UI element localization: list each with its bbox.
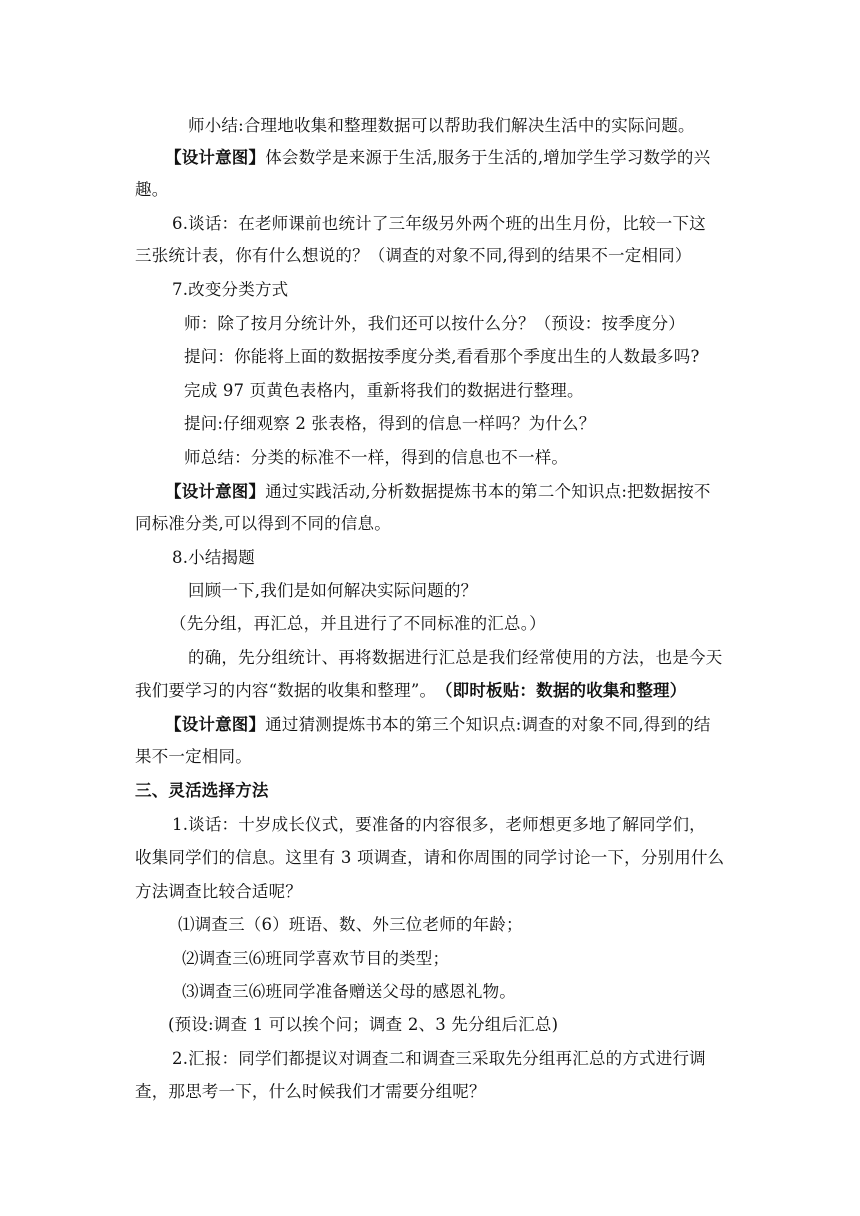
section-3-heading: 三、灵活选择方法	[135, 781, 269, 800]
design-intent-label: 【设计意图】	[165, 715, 266, 734]
review-line: 回顾一下,我们是如何解决实际问题的？	[188, 581, 478, 600]
design-intent-2-line: 【设计意图】通过实践活动,分析数据提炼书本的第二个知识点:把数据按不	[165, 482, 711, 501]
teacher-summary-line: 师小结:合理地收集和整理数据可以帮助我们解决生活中的实际问题。	[188, 116, 695, 135]
talk-6-line: 6.谈话：在老师课前也统计了三年级另外两个班的出生月份，比较一下这	[172, 214, 706, 233]
teacher-question-line: 师：除了按月分统计外，我们还可以按什么分？（预设：按季度分）	[184, 314, 685, 333]
question-season-line: 提问：你能将上面的数据按季度分类,看看那个季度出生的人数最多吗?	[184, 347, 700, 366]
design-intent-label: 【设计意图】	[165, 482, 266, 501]
talk-6-cont: 三张统计表，你有什么想说的？（调查的对象不同,得到的结果不一定相同）	[135, 246, 692, 265]
design-intent-3-line: 【设计意图】通过猜测提炼书本的第三个知识点:调查的对象不同,得到的结	[165, 715, 711, 734]
question-compare-line: 提问:仔细观察 2 张表格，得到的信息一样吗？为什么？	[184, 414, 596, 433]
design-intent-1-cont: 趣。	[135, 180, 169, 199]
section-7-heading: 7.改变分类方式	[172, 280, 289, 299]
design-intent-1-line: 【设计意图】体会数学是来源于生活,服务于生活的,增加学生学习数学的兴	[165, 148, 711, 167]
complete-table-line: 完成 97 页黄色表格内，重新将我们的数据进行整理。	[184, 381, 584, 400]
survey-item-3: ⑶调查三⑹班同学准备赠送父母的感恩礼物。	[182, 982, 516, 1001]
report-2-cont: 查，那思考一下，什么时候我们才需要分组呢？	[135, 1082, 486, 1101]
report-2-line: 2.汇报：同学们都提议对调查二和调查三采取先分组再汇总的方式进行调	[172, 1049, 706, 1068]
conclusion-cont: 我们要学习的内容“数据的收集和整理”。 （即时板贴：数据的收集和整理）	[135, 681, 687, 700]
talk-1-cont-2: 方法调查比较合适呢？	[135, 882, 302, 901]
design-intent-3-cont: 果不一定相同。	[135, 747, 252, 766]
review-answer-line: （先分组，再汇总，并且进行了不同标准的汇总。）	[170, 614, 546, 633]
section-8-heading: 8.小结揭题	[172, 548, 255, 567]
design-intent-label: 【设计意图】	[165, 148, 266, 167]
conclusion-line: 的确，先分组统计、再将数据进行汇总是我们经常使用的方法，也是今天	[188, 648, 723, 667]
teacher-conclusion-line: 师总结：分类的标准不一样，得到的信息也不一样。	[184, 448, 569, 467]
board-note: （即时板贴：数据的收集和整理）	[444, 681, 687, 700]
talk-1-line: 1.谈话：十岁成长仪式，要准备的内容很多，老师想更多地了解同学们，	[172, 815, 706, 834]
design-intent-2-cont: 同标准分类,可以得到不同的信息。	[135, 514, 391, 533]
survey-item-2: ⑵调查三⑹班同学喜欢节目的类型；	[182, 949, 450, 968]
talk-1-cont-1: 收集同学们的信息。这里有 3 项调查，请和你周围的同学讨论一下，分别用什么	[135, 848, 725, 867]
survey-item-1: ⑴调查三（6）班语、数、外三位老师的年龄；	[178, 915, 523, 934]
survey-preset-line: (预设:调查 1 可以挨个问；调查 2、3 先分组后汇总)	[168, 1015, 559, 1034]
